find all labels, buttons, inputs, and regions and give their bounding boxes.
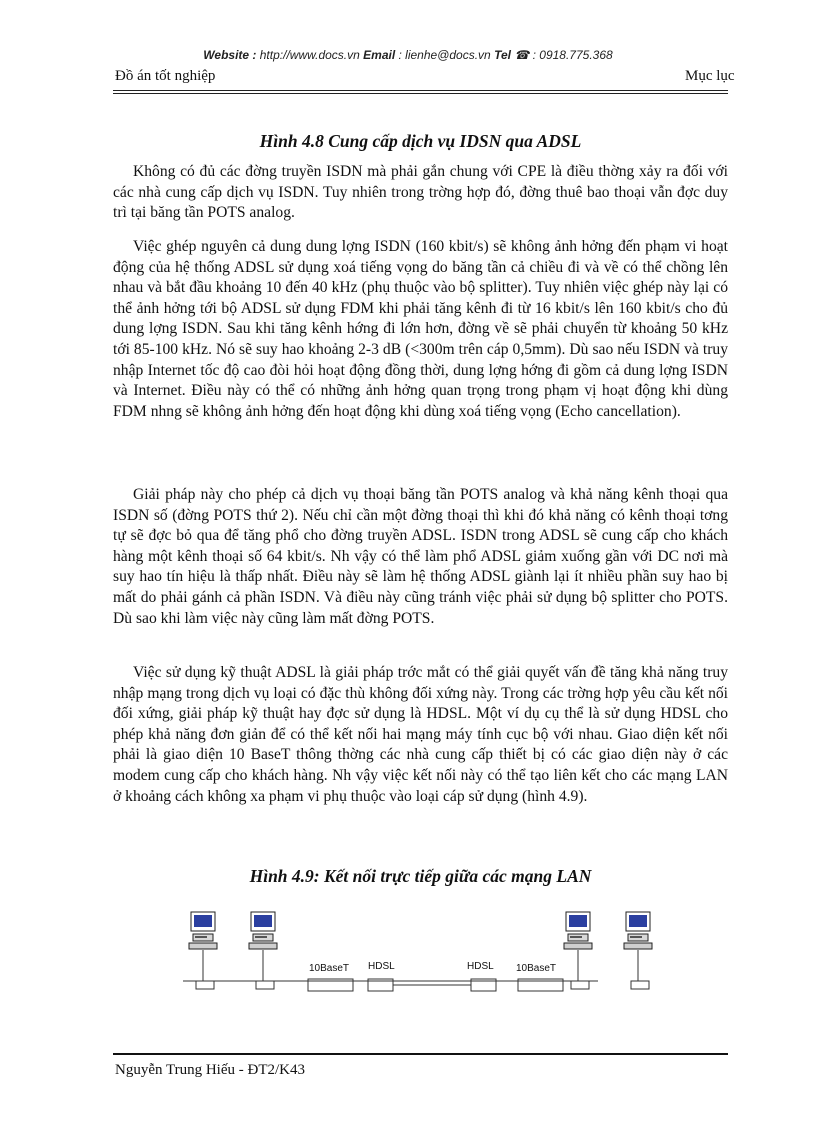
paragraph-1: Không có đủ các đờng truyền ISDN mà phải gắn chung với CPE là điều thờng xảy ra đối với các nhà cung cấp dịch vụ ISDN. Tuy nhiên trong trờng hợp đó, đờng thuê bao thoại vẫn đợc duy trì tại băng tần POTS analog.	[113, 163, 728, 222]
paragraph-3: Giải pháp này cho phép cả dịch vụ thoại băng tần POTS analog và khả năng kênh thoại qua ISDN số (đờng POTS thứ 2). Nếu chỉ cần một đờng thoại thì khi đó khả năng có kênh thoại tơng tự sẽ đợc bỏ qua để tăng phổ cho đờng truyền ADSL. ISDN trong ADSL sẽ cung cấp cho khách hàng một kênh thoại số 64 kbit/s. Nh vậy có thể làm phổ ADSL giảm xuống gần với DC nơi mà suy hao tín hiệu là thấp nhất. Điều này sẽ làm hệ thống ADSL giành lại ít nhiều phần suy hao bị mất do phải gánh cả phần ISDN. Và điều này cũng tránh việc phải sử dụng bộ splitter cho POTS. Dù sao khi làm việc này cũng làm mất đờng POTS.	[113, 486, 728, 627]
email-address[interactable]: : lienhe@docs.vn	[395, 48, 495, 62]
figure-4-9-caption: Hình 4.9: Kết nối trực tiếp giữa các mạng LAN	[249, 866, 592, 886]
paragraph-4: Việc sử dụng kỹ thuật ADSL là giải pháp trớc mắt có thể giải quyết vấn đề tăng khả năng truy nhập mạng trong dịch vụ loại có đặc thù không đối xứng này. Trong các trờng hợp yêu cầu kết nối đối xứng, giải pháp kỹ thuật hay đợc sử dụng là HDSL. Một ví dụ cụ thể là sử dụng HDSL cho phép khả năng đơn giản để có thể kết nối hai mạng máy tính cục bộ với nhau. Giao diện kết nối phải là giao diện 10 BaseT thông thờng các nhà cung cấp thiết bị có các giao diện này ở các modem cung cấp cho khách hàng. Nh vậy việc kết nối này có thể tạo liên kết cho các mạng LAN ở khoảng cách không xa phạm vi phụ thuộc vào loại cáp sử dụng (hình 4.9).	[113, 664, 728, 805]
header-title: Đồ án tốt nghiệp	[115, 68, 216, 84]
tel-label: Tel	[494, 48, 511, 62]
tap-box	[571, 981, 589, 989]
computer-icon	[624, 912, 652, 949]
header-divider	[113, 90, 728, 94]
email-label: Email	[363, 48, 396, 62]
tap-box	[256, 981, 274, 989]
label-10baset-left: 10BaseT	[309, 963, 350, 974]
lan-connection-diagram	[113, 905, 728, 1005]
website-url[interactable]: http://www.docs.vn	[256, 48, 364, 62]
footer-divider	[113, 1053, 728, 1055]
figure-4-8-caption: Hình 4.8 Cung cấp dịch vụ IDSN qua ADSL	[259, 131, 582, 151]
phone-icon: ☎	[514, 48, 530, 62]
label-10baset-right: 10BaseT	[516, 963, 557, 974]
label-hdsl-right: HDSL	[467, 961, 494, 972]
tel-number: : 0918.775.368	[529, 48, 613, 62]
computer-icon	[189, 912, 217, 949]
tap-box	[196, 981, 214, 989]
tap-box	[631, 981, 649, 989]
footer-author: Nguyễn Trung Hiếu - ĐT2/K43	[115, 1062, 305, 1078]
paragraph-2: Việc ghép nguyên cả dung dung lợng ISDN (160 kbit/s) sẽ không ảnh hởng đến phạm vi hoạt động của hệ thống ADSL sử dụng xoá tiếng vọng do băng tần cả chiều đi và về có thể chồng lên nhau và bắt đầu khoảng 10 đến 40 kHz (phụ thuộc vào bộ splitter). Tuy nhiên việc ghép này lại có thể ảnh hởng tới bộ ADSL sử dụng FDM khi phải tăng kênh đi từ 16 kbit/s lên 160 kbit/s cho đủ dung lợng ISDN. Sau khi tăng kênh hớng đi lớn hơn, đờng về sẽ phải chuyển từ khoảng 50 kHz tới 85-100 kHz. Nó sẽ suy hao khoảng 2-3 dB (<300m trên cáp 0,5mm). Dù sao nếu ISDN và truy nhập Internet tốc độ cao đòi hỏi hoạt động đồng thời, dung lợng hớng đi gồm cả dung lợng ISDN và Internet. Điều này có thể có những ảnh hởng quan trọng trong phạm vị hoạt động khi dùng FDM nhng sẽ không ảnh hởng đến hoạt động khi dùng xoá tiếng vọng (Echo cancellation).	[113, 238, 728, 420]
label-hdsl-left: HDSL	[368, 961, 395, 972]
header-section: Mục lục	[685, 68, 735, 84]
website-label: Website :	[203, 48, 257, 62]
website-bar	[0, 48, 816, 62]
computer-icon	[249, 912, 277, 949]
computer-icon	[564, 912, 592, 949]
